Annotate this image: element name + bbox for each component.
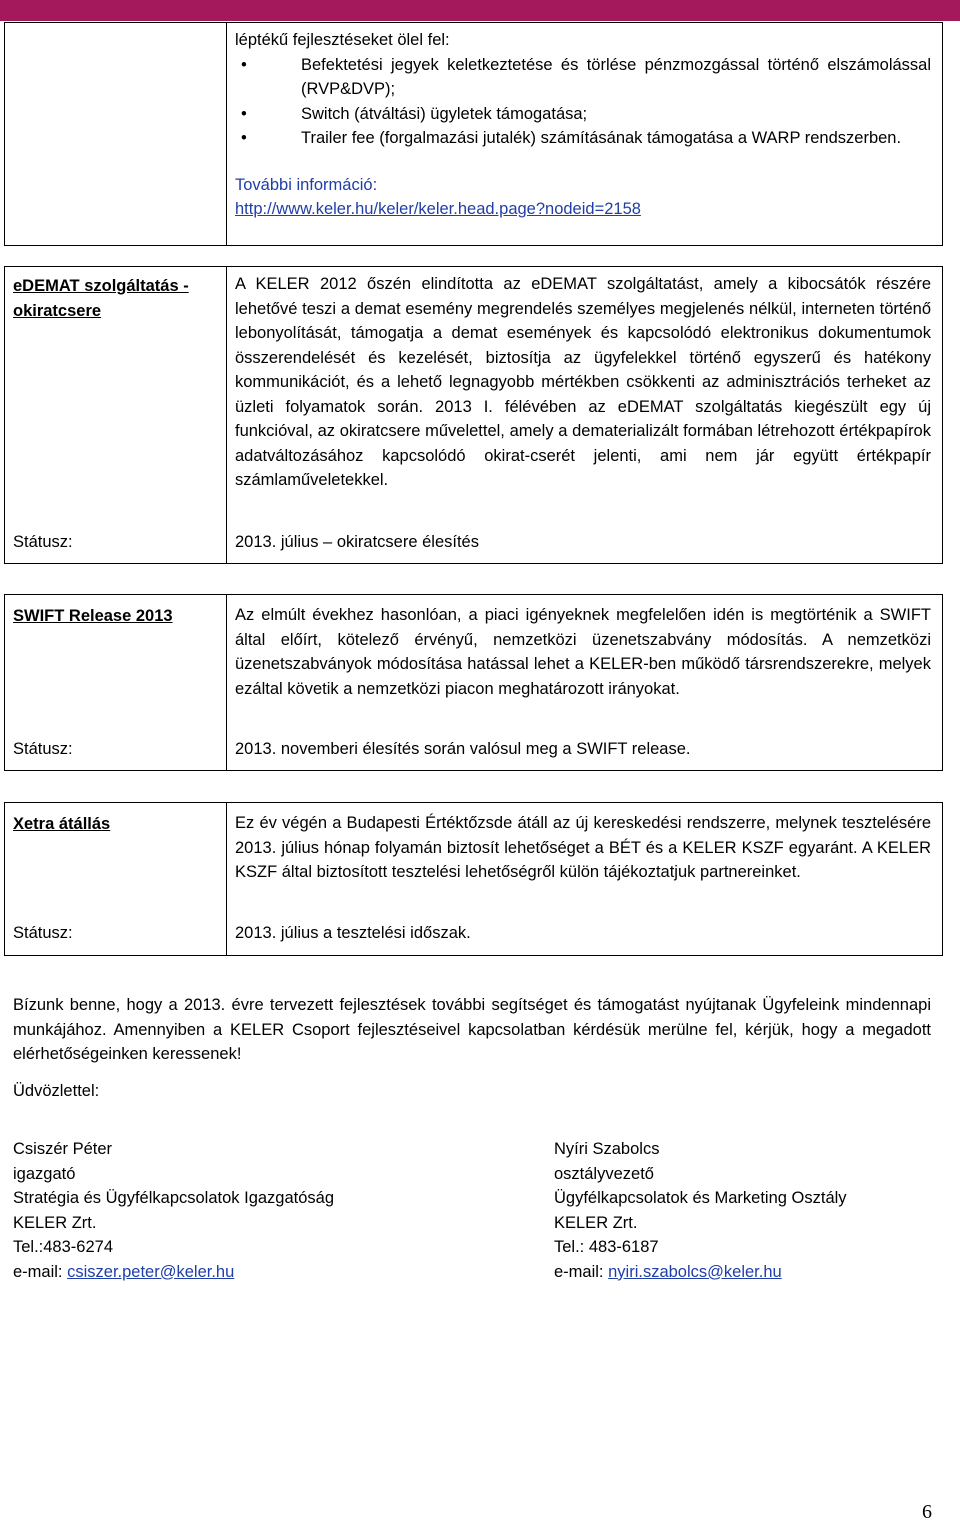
section-title: SWIFT Release 2013 bbox=[13, 607, 173, 625]
page-number: 6 bbox=[922, 1501, 932, 1523]
list-item: • Switch (átváltási) ügyletek támogatása; bbox=[235, 102, 931, 127]
list-item: • Trailer fee (forgalmazási jutalék) számításának támogatása a WARP rendszerben. bbox=[235, 126, 931, 151]
signatory-left bbox=[13, 1137, 473, 1284]
status-label: Státusz: bbox=[13, 740, 73, 758]
status-text: 2013. július a tesztelési időszak. bbox=[235, 924, 471, 942]
email-link[interactable]: nyiri.szabolcs@keler.hu bbox=[608, 1262, 782, 1281]
header-accent-bar bbox=[0, 0, 960, 21]
signatory-tel: Tel.:483-6274 bbox=[13, 1238, 113, 1256]
email-link[interactable]: csiszer.peter@keler.hu bbox=[67, 1262, 235, 1281]
section-title: eDEMAT szolgáltatás - okiratcsere bbox=[13, 277, 189, 320]
intro-text: léptékű fejlesztéseket ölel fel: bbox=[235, 31, 450, 49]
greeting: Üdvözlettel: bbox=[13, 1082, 100, 1100]
signatory-dept: Ügyfélkapcsolatok és Marketing Osztály bbox=[554, 1189, 847, 1207]
closing-paragraph: Bízunk benne, hogy a 2013. évre tervezett fejlesztések további segítséget és támogatást nyújtanak Ügyfeleink mindennapi munkájához. Amennyiben a KELER Csoport fejlesztéseivel kapcsolatban kérdésük merülne fel, kérjük, hogy a megadott elérhetőségeinken keressenek! bbox=[13, 996, 931, 1063]
section-body: Az elmúlt évekhez hasonlóan, a piaci igényeknek megfelelően idén is megtörténik a SWIFT által előírt, kötelező érvényű, nemzetközi üzenetszabvány módosítás. A nemzetközi üzenetszabványok módosítása hatással lehet a KELER-ben működő társrendszerekre, melyek ezáltal követik a nemzetközi piacon meghatározott irányokat. bbox=[235, 606, 931, 698]
top-section-content bbox=[235, 28, 931, 222]
column-divider bbox=[226, 266, 227, 564]
feature-list bbox=[235, 53, 931, 151]
signatory-company: KELER Zrt. bbox=[13, 1213, 97, 1232]
bullet-icon: • bbox=[241, 104, 247, 123]
signatory-company: KELER Zrt. bbox=[554, 1213, 638, 1232]
signatory-dept: Stratégia és Ügyfélkapcsolatok Igazgatóság bbox=[13, 1189, 335, 1207]
signatory-email-line bbox=[13, 1260, 473, 1285]
signatory-email-line bbox=[554, 1260, 934, 1285]
more-info-label: További információ: bbox=[235, 175, 378, 194]
status-text: 2013. novemberi élesítés során valósul meg a SWIFT release. bbox=[235, 740, 691, 758]
signatory-tel: Tel.: 483-6187 bbox=[554, 1238, 659, 1256]
bullet-icon: • bbox=[241, 55, 247, 74]
status-text: 2013. július – okiratcsere élesítés bbox=[235, 533, 479, 551]
section-body: A KELER 2012 őszén elindította az eDEMAT szolgáltatást, amely a kibocsátók részére lehetővé teszi a demat esemény megrendelés személyes megjelenés nélkül, interneten történő lebonyolítását, támogatja a demat események és kapcsolódó elektronikus dokumentumok összerendelését és kezelését, biztosítja az ügyfelekkel történő egyszerű és hatékony kommunikációt, és a lehető legnagyobb mértékben csökkenti az adminisztrációs terheket az üzleti folyamatok során. 2013 I. félévében az eDEMAT szolgáltatás kiegészült egy új funkcióval, az okiratcsere művelettel, amely a dematerializált formában létrehozott értékpapírok adatváltozásához kapcsolódó okirat-cserét jelenti, ami nem jár együtt értékpapír számlaműveletekkel. bbox=[235, 275, 931, 489]
signatory-name: Nyíri Szabolcs bbox=[554, 1140, 660, 1158]
list-item: • Befektetési jegyek keletkeztetése és törlése pénzmozgással történő elszámolással (RVP&DVP); bbox=[235, 53, 931, 102]
column-divider bbox=[226, 594, 227, 771]
more-info-link[interactable]: http://www.keler.hu/keler/keler.head.page?nodeid=2158 bbox=[235, 200, 641, 218]
status-label: Státusz: bbox=[13, 924, 73, 942]
signatory-role: igazgató bbox=[13, 1164, 76, 1183]
signatory-right bbox=[554, 1137, 934, 1284]
section-body: Ez év végén a Budapesti Értéktőzsde átáll az új kereskedési rendszerre, melynek tesztelésére 2013. július hónap folyamán biztosít lehetőséget a BÉT és a KELER KSZF egyaránt. A KELER KSZF által biztosított tesztelési lehetőségről külön tájékoztatjuk partnereinket. bbox=[235, 814, 931, 881]
email-label: e-mail: bbox=[554, 1262, 604, 1281]
signatory-name: Csiszér Péter bbox=[13, 1140, 113, 1158]
column-divider bbox=[226, 22, 227, 246]
column-divider bbox=[226, 802, 227, 956]
status-label: Státusz: bbox=[13, 533, 73, 551]
bullet-icon: • bbox=[241, 129, 247, 147]
email-label: e-mail: bbox=[13, 1262, 63, 1281]
signatory-role: osztályvezető bbox=[554, 1164, 654, 1183]
section-title: Xetra átállás bbox=[13, 815, 111, 833]
